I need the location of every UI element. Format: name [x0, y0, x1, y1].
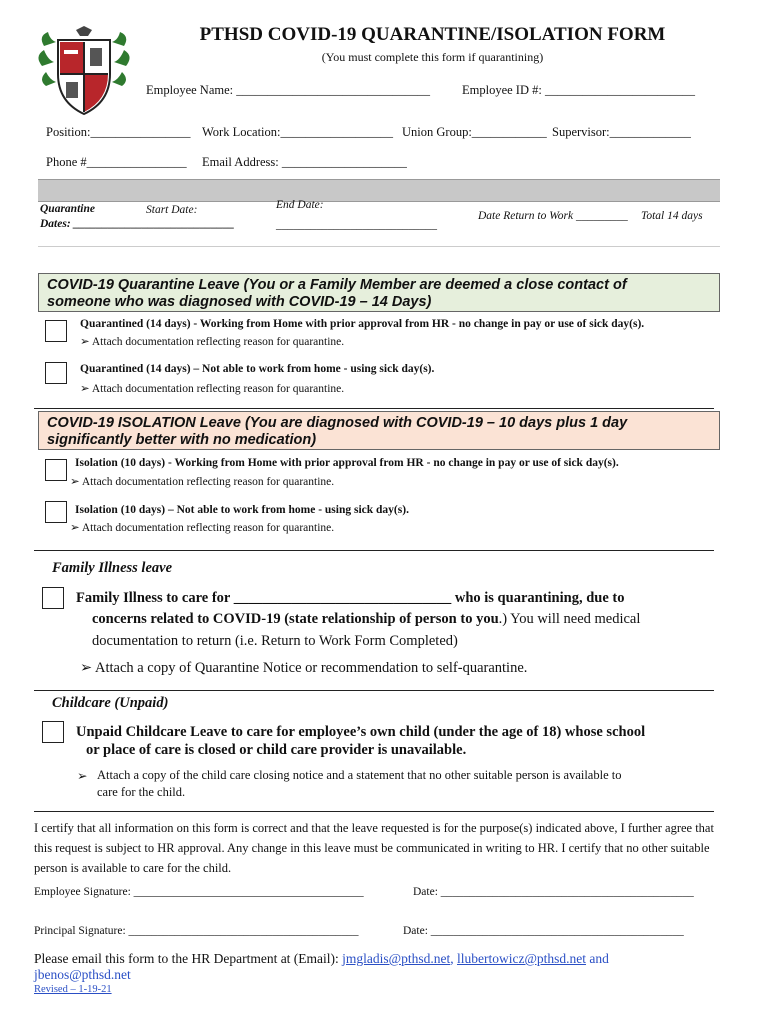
email-separator: ,	[450, 951, 457, 966]
principal-signature-field[interactable]: Principal Signature: ________________________________________	[34, 925, 359, 937]
childcare-note-line2: care for the child.	[97, 785, 186, 799]
supervisor-field[interactable]: Supervisor:_____________	[552, 125, 691, 139]
district-crest-logo	[36, 26, 132, 116]
email-link-jmgladis[interactable]: jmgladis@pthsd.net	[342, 951, 451, 966]
quarantine-sick-option: Quarantined (14 days) – Not able to work from home - using sick day(s).	[80, 363, 435, 375]
quarantine-sick-checkbox[interactable]	[45, 362, 67, 384]
childcare-line2: or place of care is closed or child care provider is unavailable.	[86, 742, 467, 758]
certification-text: I certify that all information on this form is correct and that the leave requested is for the purpose(s) indicated above, I further agree that this request is subject to HR approval. Any change in this leave must be communicated in writing to HR. I certify that no other suitable person is available to care for the child.	[34, 821, 714, 875]
gray-separator-band	[38, 179, 720, 202]
divider	[38, 246, 720, 247]
employee-signature-field[interactable]: Employee Signature: ________________________________________	[34, 886, 364, 898]
family-illness-line3: documentation to return (i.e. Return to Work Form Completed)	[92, 633, 458, 649]
dates-field[interactable]	[40, 218, 235, 230]
email-address-field[interactable]: Email Address: ____________________	[202, 155, 407, 169]
isolation-leave-heading	[38, 411, 720, 450]
isolation-wfh-checkbox[interactable]	[45, 459, 67, 481]
divider	[34, 811, 714, 812]
date-return-field[interactable]: Date Return to Work _________	[478, 210, 628, 222]
isolation-heading-line2: significantly better with no medication)	[47, 432, 317, 448]
isolation-sick-checkbox[interactable]	[45, 501, 67, 523]
family-illness-checkbox[interactable]	[42, 587, 64, 609]
revised-date: Revised – 1-19-21	[34, 984, 112, 995]
isolation-sick-note: ➢ Attach documentation reflecting reason for quarantine.	[70, 522, 335, 534]
principal-date-field[interactable]: Date: ____________________________________________	[403, 925, 684, 937]
quarantine-label: Quarantine	[40, 203, 95, 215]
divider	[34, 408, 714, 409]
form-title: PTHSD COVID-19 QUARANTINE/ISOLATION FORM	[199, 24, 666, 45]
isolation-wfh-note: ➢ Attach documentation reflecting reason for quarantine.	[70, 476, 335, 488]
end-date-label: End Date:	[276, 199, 324, 211]
email-instructions	[34, 951, 734, 983]
dates-label: Dates: ____________________________	[40, 218, 235, 230]
childcare-heading: Childcare (Unpaid)	[52, 695, 169, 711]
union-group-field[interactable]: Union Group:____________	[402, 125, 547, 139]
quarantine-heading-line2: someone who was diagnosed with COVID-19 – 14 Days)	[47, 294, 432, 310]
childcare-line1: Unpaid Childcare Leave to care for employee’s own child (under the age of 18) whose school	[76, 724, 646, 740]
email-link-jbenos[interactable]: jbenos@pthsd.net	[34, 967, 131, 982]
childcare-note-line1: Attach a copy of the child care closing notice and a statement that no other suitable person is available to	[97, 768, 622, 782]
email-instructions-text: Please email this form to the HR Department at (Email):	[34, 951, 343, 966]
phone-field[interactable]: Phone #________________	[46, 155, 187, 169]
employee-date-field[interactable]: Date: ____________________________________________	[413, 886, 694, 898]
quarantine-wfh-option: Quarantined (14 days) - Working from Home with prior approval from HR - no change in pay or use of sick day(s).	[80, 318, 645, 330]
isolation-wfh-option: Isolation (10 days) - Working from Home with prior approval from HR - no change in pay or use of sick day(s).	[75, 457, 619, 469]
email-and: and	[586, 951, 609, 966]
form-subtitle: (You must complete this form if quarantining)	[321, 50, 544, 64]
quarantine-sick-note: ➢ Attach documentation reflecting reason for quarantine.	[80, 383, 345, 395]
quarantine-leave-heading	[38, 273, 720, 312]
family-illness-medical-note: .) You will need medical	[498, 611, 641, 627]
divider	[34, 690, 714, 691]
childcare-note-arrow: ➢	[77, 769, 88, 783]
employee-name-field[interactable]: Employee Name: _______________________________	[146, 83, 430, 97]
isolation-heading-line1: COVID-19 ISOLATION Leave (You are diagnosed with COVID-19 – 10 days plus 1 day	[47, 415, 628, 431]
end-date-field[interactable]: ____________________________	[276, 219, 437, 231]
quarantine-heading-line1: COVID-19 Quarantine Leave (You or a Family Member are deemed a close contact of	[47, 277, 627, 293]
total-days-label: Total 14 days	[641, 210, 703, 222]
email-link-llubertowicz[interactable]: llubertowicz@pthsd.net	[456, 951, 587, 966]
position-field[interactable]: Position:________________	[46, 125, 191, 139]
family-illness-heading: Family Illness leave	[52, 560, 173, 576]
start-date-label: Start Date:	[146, 204, 198, 216]
family-illness-note: ➢ Attach a copy of Quarantine Notice or recommendation to self-quarantine.	[80, 660, 528, 676]
family-illness-relationship: concerns related to COVID-19 (state relationship of person to you	[92, 611, 499, 627]
divider	[34, 550, 714, 551]
work-location-field[interactable]: Work Location:__________________	[202, 125, 393, 139]
family-illness-line2	[92, 609, 640, 630]
family-illness-line1: Family Illness to care for ______________________________ who is quarantining, due to	[76, 590, 625, 606]
employee-id-field[interactable]: Employee ID #: ________________________	[462, 83, 695, 97]
quarantine-wfh-note: ➢ Attach documentation reflecting reason for quarantine.	[80, 336, 345, 348]
childcare-checkbox[interactable]	[42, 721, 64, 743]
quarantine-wfh-checkbox[interactable]	[45, 320, 67, 342]
isolation-sick-option: Isolation (10 days) – Not able to work from home - using sick day(s).	[75, 504, 409, 516]
